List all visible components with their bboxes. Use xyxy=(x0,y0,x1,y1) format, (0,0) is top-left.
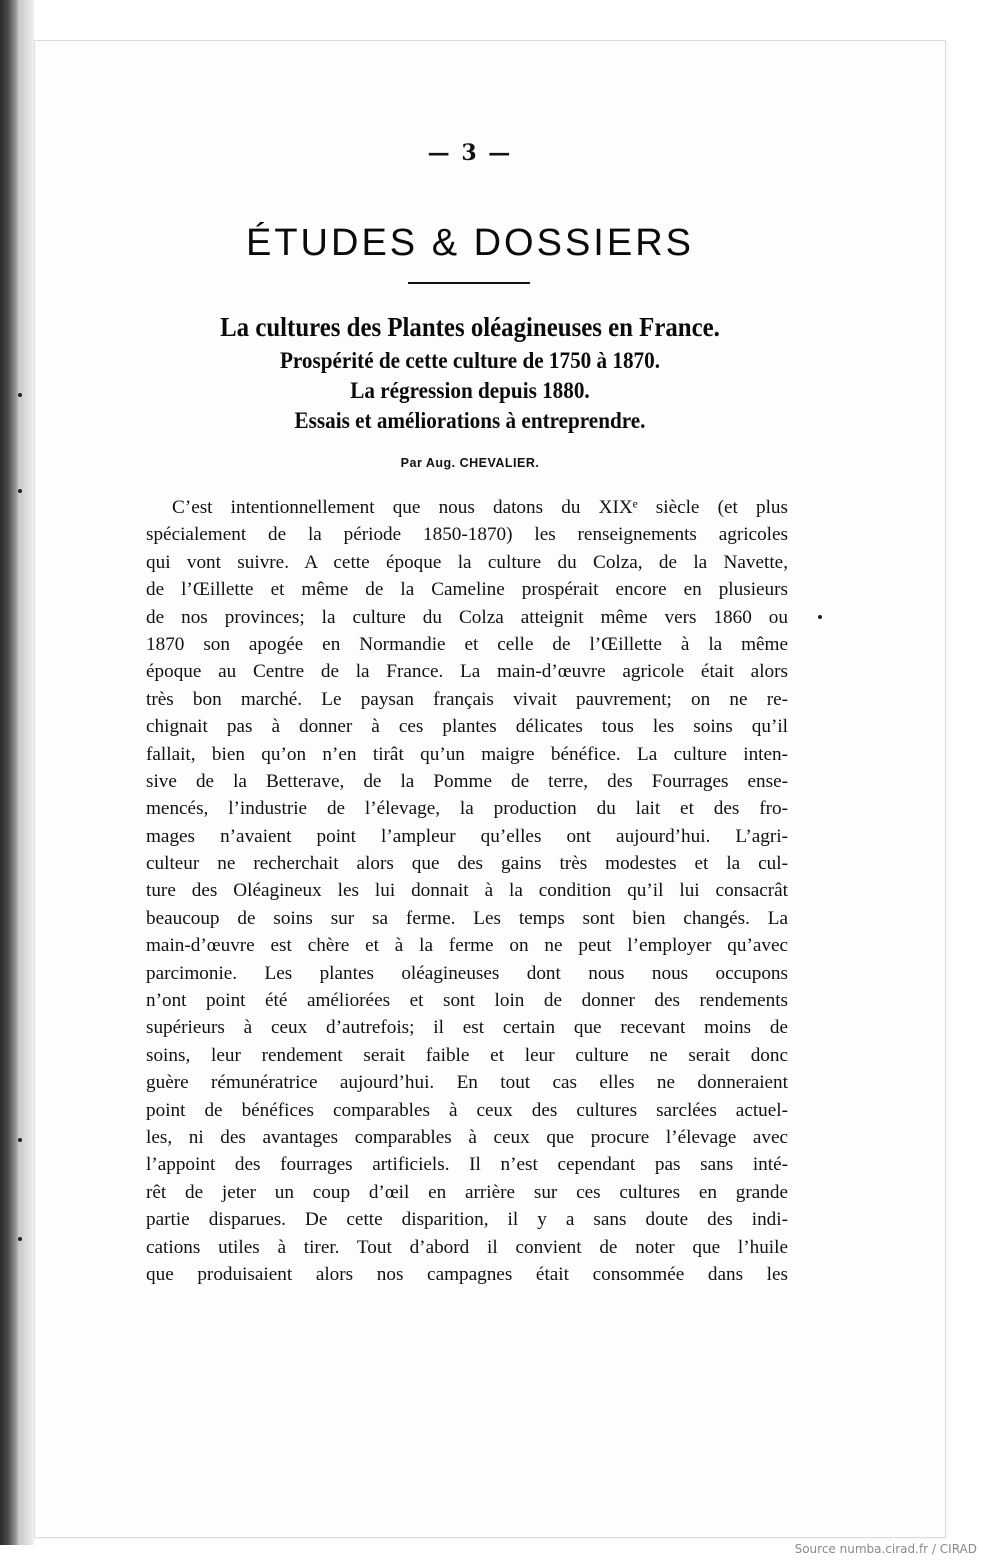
body-line: l’appoint des fourrages artificiels. Il n’est cependant pas sans inté- xyxy=(146,1154,788,1176)
body-line: les, ni des avantages comparables à ceux que procure l’élevage avec xyxy=(146,1126,788,1148)
source-credit: Source numba.cirad.fr / CIRAD xyxy=(794,1542,977,1556)
section-title: ÉTUDES & DOSSIERS xyxy=(246,222,694,264)
body-line: supérieurs à ceux d’autrefois; il est certain que recevant moins de xyxy=(146,1017,788,1039)
page-number: — 3 — xyxy=(427,140,513,166)
body-line: spécialement de la période 1850-1870) les renseignements agricoles xyxy=(146,524,788,546)
body-line: point de bénéfices comparables à ceux des cultures sarclées actuel- xyxy=(146,1099,788,1121)
body-line: main-d’œuvre est chère et à la ferme on ne peut l’employer qu’avec xyxy=(146,935,788,957)
body-line: époque au Centre de la France. La main-d’œuvre agricole était alors xyxy=(146,661,788,683)
body-line: culteur ne recherchait alors que des gains très modestes et la cul- xyxy=(146,853,788,875)
margin-speck xyxy=(18,1237,22,1241)
body-line: cations utiles à tirer. Tout d’abord il convient de noter que l’huile xyxy=(146,1236,788,1258)
body-line: 1870 son apogée en Normandie et celle de l’Œillette à la même xyxy=(146,633,788,655)
body-line: partie disparues. De cette disparition, il y a sans doute des indi- xyxy=(146,1209,788,1231)
body-line: qui vont suivre. A cette époque la culture du Colza, de la Navette, xyxy=(146,551,788,573)
margin-speck xyxy=(18,489,22,493)
article-title: La cultures des Plantes oléagineuses en France. xyxy=(220,312,720,342)
body-line: de nos provinces; la culture du Colza atteignit même vers 1860 ou xyxy=(146,606,788,628)
article-subtitle-3: Essais et améliorations à entreprendre. xyxy=(294,408,646,433)
author-byline: Par Aug. CHEVALIER. xyxy=(400,456,540,470)
body-line: de l’Œillette et même de la Cameline prospérait encore en plusieurs xyxy=(146,579,788,601)
body-line: soins, leur rendement serait faible et leur culture ne serait donc xyxy=(146,1044,788,1066)
body-line: sive de la Betterave, de la Pomme de terre, des Fourrages ense- xyxy=(146,770,788,792)
article-body xyxy=(146,494,788,1288)
body-line: ture des Oléagineux les lui donnait à la condition qu’il lui consacrât xyxy=(146,880,788,902)
body-line: très bon marché. Le paysan français vivait pauvrement; on ne re- xyxy=(146,688,788,710)
body-line: mencés, l’industrie de l’élevage, la production du lait et des fro- xyxy=(146,798,788,820)
title-divider xyxy=(408,282,530,284)
margin-speck xyxy=(818,615,822,619)
body-line: C’est intentionnellement que nous datons du XIXᵉ siècle (et plus xyxy=(172,497,788,518)
body-line: fallait, bien qu’on n’en tirât qu’un maigre bénéfice. La culture inten- xyxy=(146,743,788,765)
body-line: guère rémunératrice aujourd’hui. En tout cas elles ne donneraient xyxy=(146,1072,788,1094)
body-line: chignait pas à donner à ces plantes délicates tous les soins qu’il xyxy=(146,716,788,738)
article-headings xyxy=(0,308,940,436)
margin-speck xyxy=(18,1138,22,1142)
body-line: parcimonie. Les plantes oléagineuses dont nous nous occupons xyxy=(146,962,788,984)
body-line: rêt de jeter un coup d’œil en arrière sur ces cultures en grande xyxy=(146,1181,788,1203)
article-subtitle-2: La régression depuis 1880. xyxy=(350,378,590,403)
body-line: n’ont point été améliorées et sont loin de donner des rendements xyxy=(146,990,788,1012)
body-line: beaucoup de soins sur sa ferme. Les temps sont bien changés. La xyxy=(146,907,788,929)
body-line: que produisaient alors nos campagnes était consommée dans les xyxy=(146,1263,788,1285)
article-subtitle-1: Prospérité de cette culture de 1750 à 1870. xyxy=(279,348,660,373)
body-line: mages n’avaient point l’ampleur qu’elles ont aujourd’hui. L’agri- xyxy=(146,825,788,847)
